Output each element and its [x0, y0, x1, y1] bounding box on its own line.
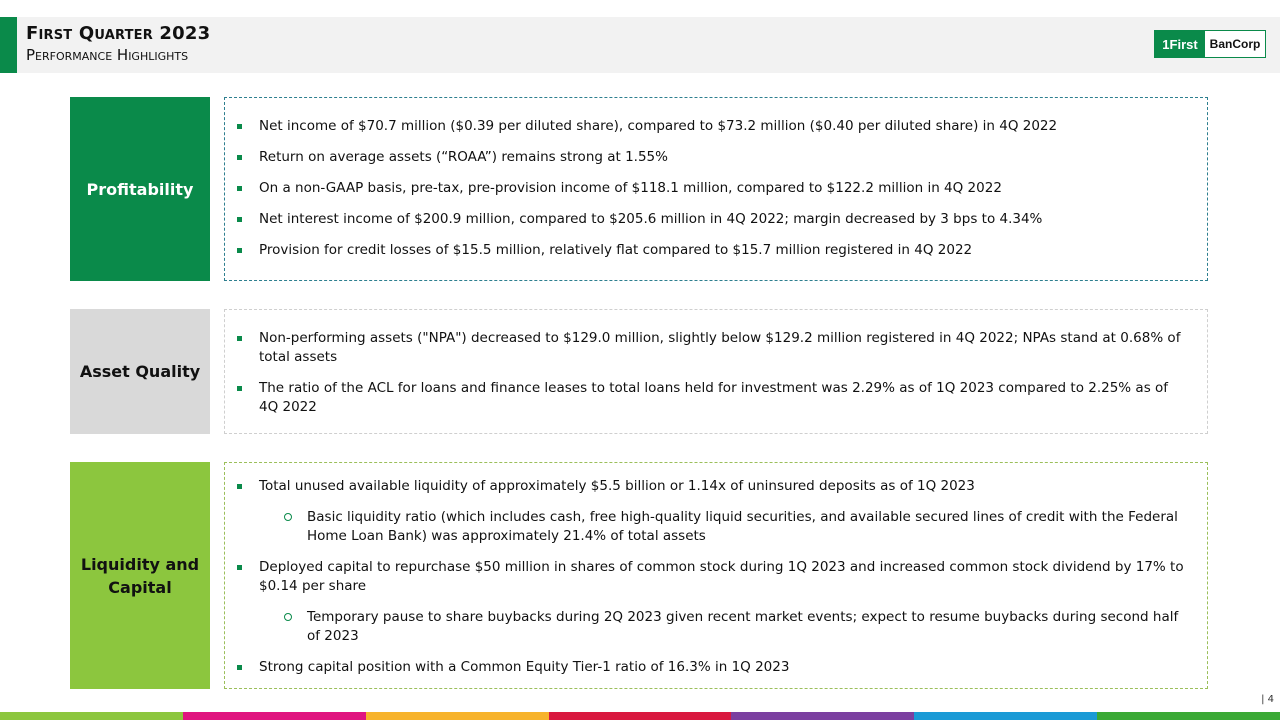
asset-quality-box [224, 309, 1208, 434]
page-number: | 4 [1261, 694, 1274, 705]
list-item: Net interest income of $200.9 million, compared to $205.6 million in 4Q 2022; margin decreased by 3 bps to 4.34% [237, 210, 1187, 229]
footer-stripe [183, 712, 366, 720]
footer-stripe [731, 712, 914, 720]
profitability-label: Profitability [70, 97, 210, 281]
sub-list-item: Basic liquidity ratio (which includes cash, free high-quality liquid securities, and available secured lines of credit with the Federal Home Loan Bank) was approximately 21.4% of total assets [237, 508, 1187, 546]
page-subtitle: Performance Highlights [26, 46, 189, 64]
liquidity-label: Liquidity and Capital [70, 462, 210, 689]
list-item: Provision for credit losses of $15.5 million, relatively flat compared to $15.7 million registered in 4Q 2022 [237, 241, 1187, 260]
list-item: Deployed capital to repurchase $50 million in shares of common stock during 1Q 2023 and increased common stock dividend by 17% to $0.14 per share [237, 558, 1187, 596]
company-logo [1154, 30, 1266, 58]
profitability-box [224, 97, 1208, 281]
list-item: The ratio of the ACL for loans and finance leases to total loans held for investment was 2.29% as of 1Q 2023 compared to 2.25% as of 4Q 2022 [237, 379, 1187, 417]
asset-quality-label: Asset Quality [70, 309, 210, 434]
footer-stripe [914, 712, 1097, 720]
page-title: First Quarter 2023 [26, 23, 211, 44]
footer-stripe [1097, 712, 1280, 720]
list-item: Return on average assets (“ROAA”) remains strong at 1.55% [237, 148, 1187, 167]
logo-wordmark: BanCorp [1209, 37, 1261, 51]
footer-stripe [549, 712, 732, 720]
liquidity-box [224, 462, 1208, 689]
logo-mark: 1First [1155, 31, 1205, 57]
list-item: Net income of $70.7 million ($0.39 per diluted share), compared to $73.2 million ($0.40 per diluted share) in 4Q 2022 [237, 117, 1187, 136]
footer-color-stripes [0, 712, 1280, 720]
list-item: Total unused available liquidity of approximately $5.5 billion or 1.14x of uninsured deposits as of 1Q 2023 [237, 477, 1187, 496]
footer-stripe [0, 712, 183, 720]
list-item: On a non-GAAP basis, pre-tax, pre-provision income of $118.1 million, compared to $122.2 million in 4Q 2022 [237, 179, 1187, 198]
header-accent [0, 17, 17, 73]
list-item: Strong capital position with a Common Equity Tier-1 ratio of 16.3% in 1Q 2023 [237, 658, 1187, 677]
list-item: Non-performing assets ("NPA") decreased to $129.0 million, slightly below $129.2 million registered in 4Q 2022; NPAs stand at 0.68% of total assets [237, 329, 1187, 367]
sub-list-item: Temporary pause to share buybacks during 2Q 2023 given recent market events; expect to resume buybacks during second half of 2023 [237, 608, 1187, 646]
footer-stripe [366, 712, 549, 720]
